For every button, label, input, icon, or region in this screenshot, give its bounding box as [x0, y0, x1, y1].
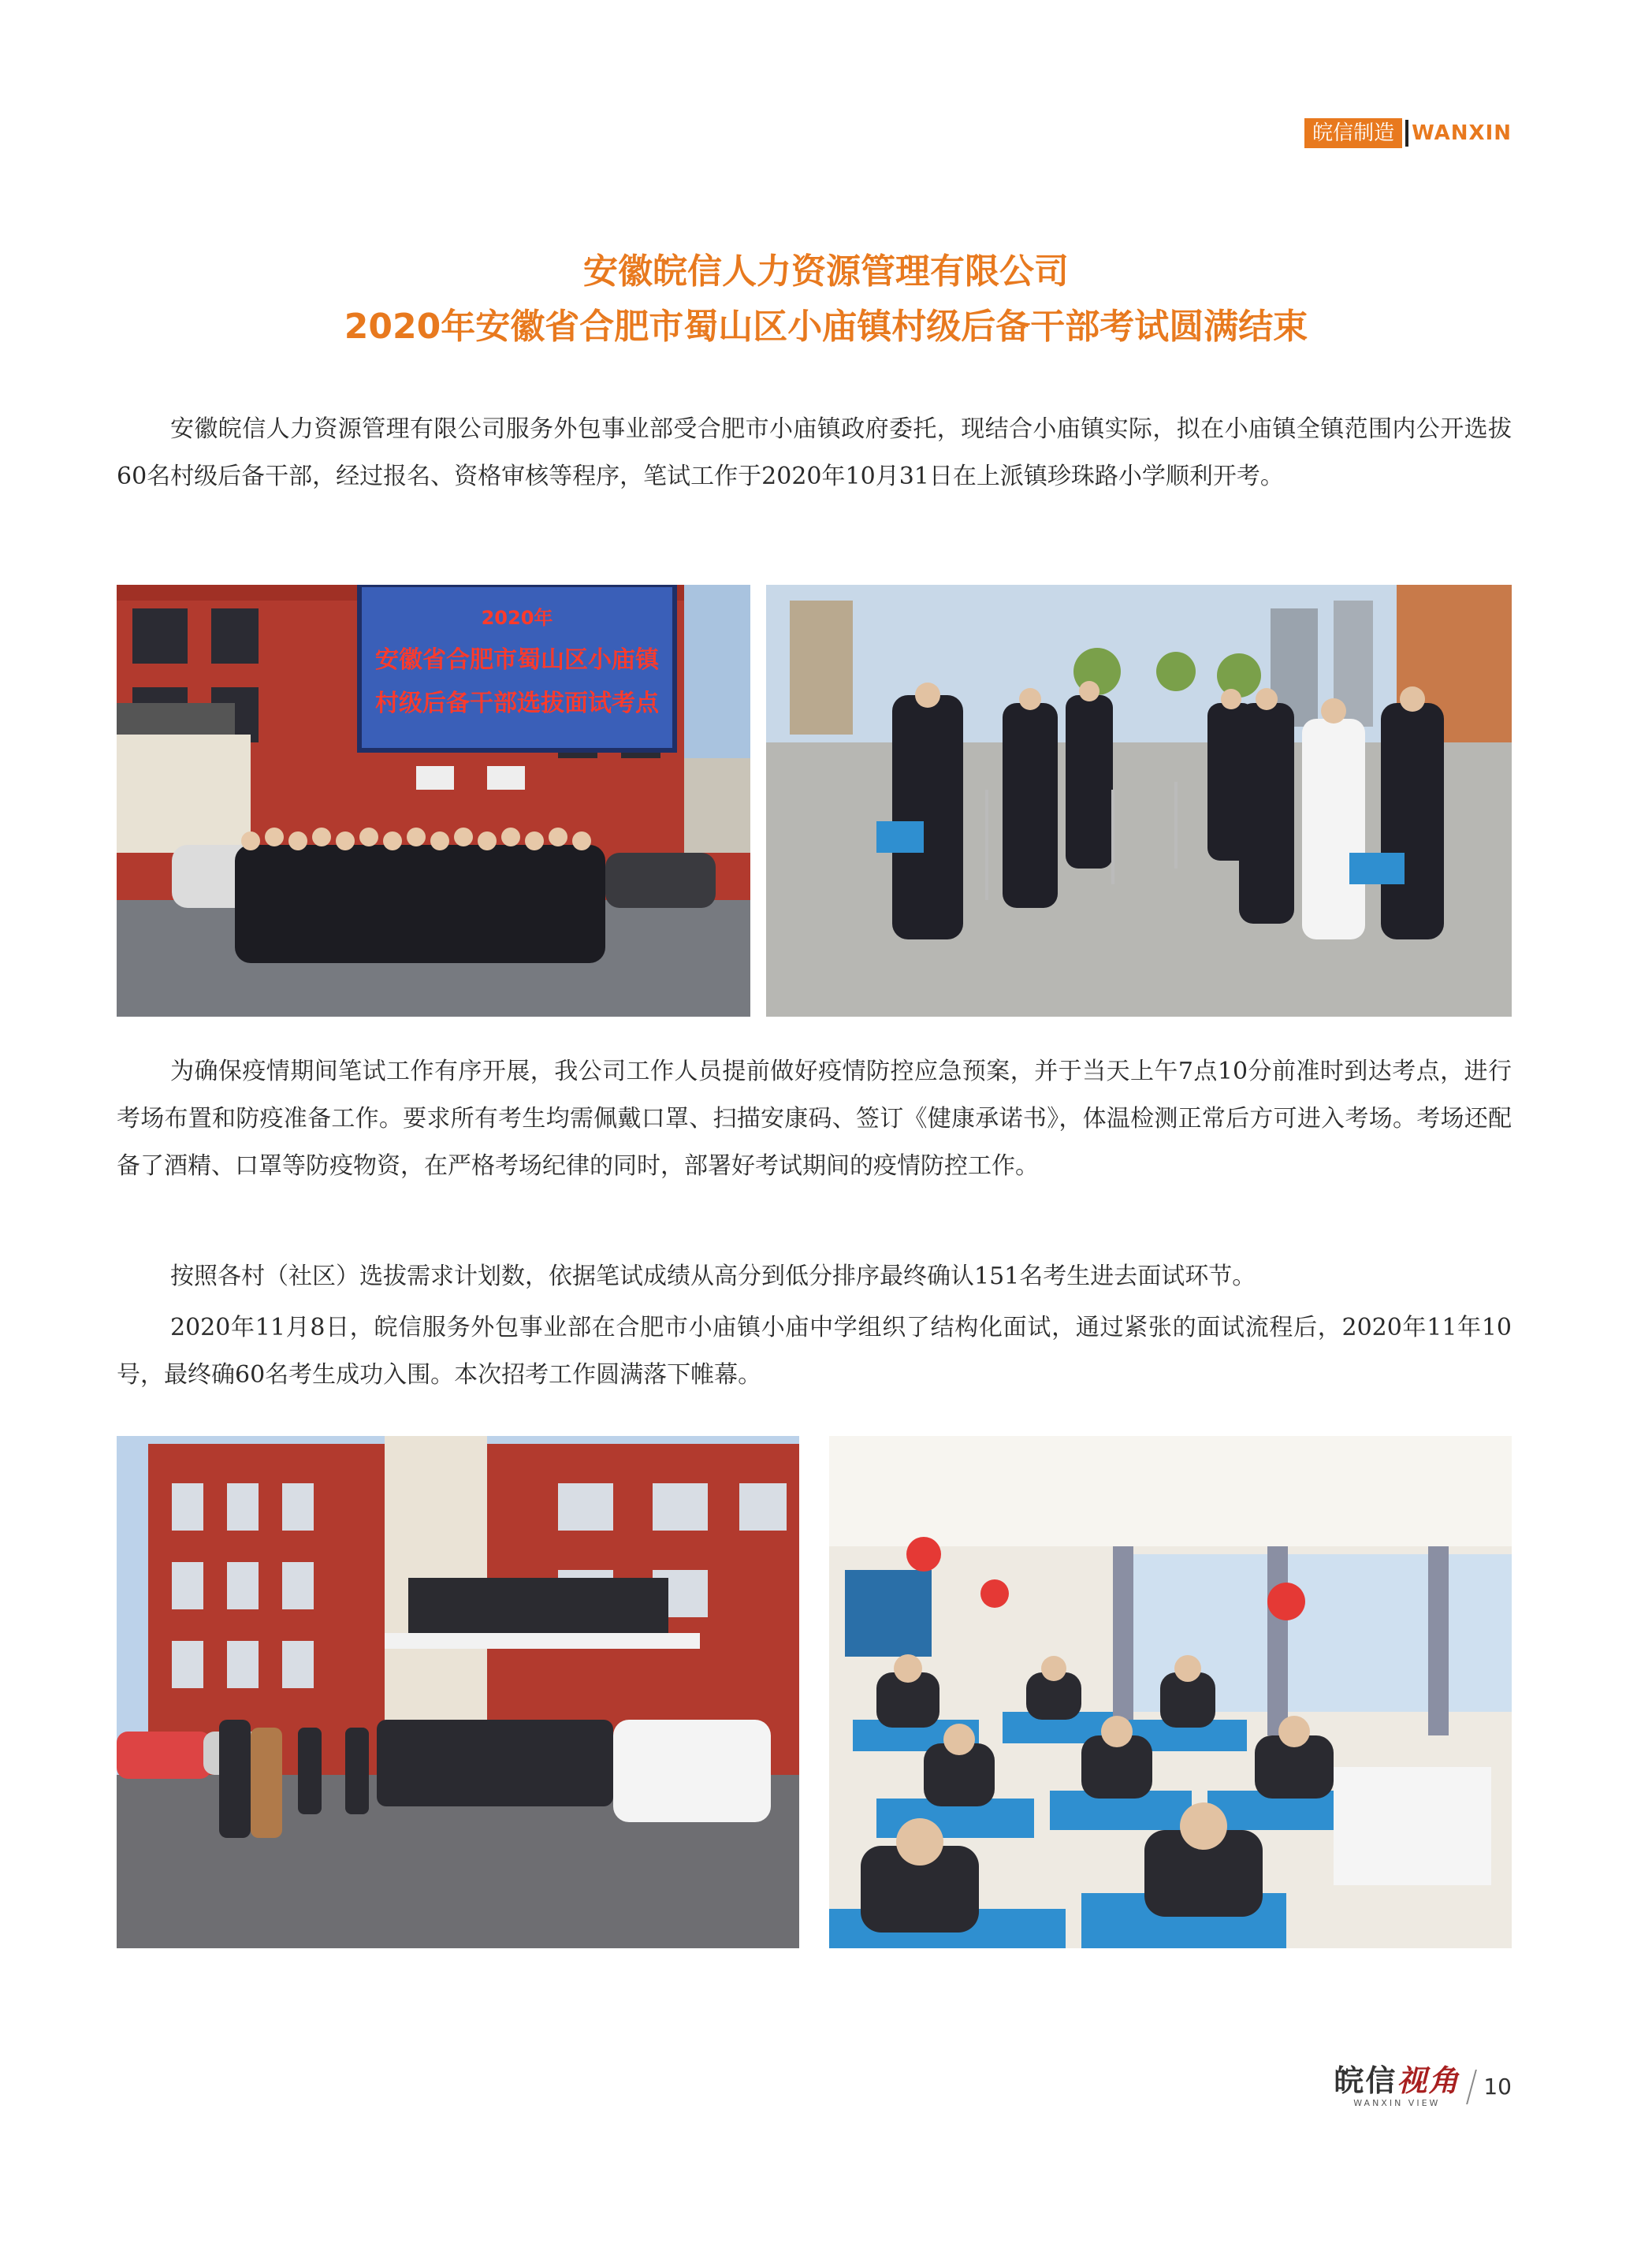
- paragraph-epidemic-prevention: 为确保疫情期间笔试工作有序开展，我公司工作人员提前做好疫情防控应急预案，并于当天上午7点10分前准时到达考点，进行考场布置和防疫准备工作。要求所有考生均需佩戴口罩、扫描安康码、签订《健康承诺书》，体温检测正常后方可进入考场。考场还配备了酒精、口罩等防疫物资，在严格考场纪律的同时，部署好考试期间的疫情防控工作。: [117, 1058, 1512, 1180]
- article-title-line1: 安徽皖信人力资源管理有限公司: [583, 251, 1069, 292]
- article-title-line2: 2020年安徽省合肥市蜀山区小庙镇村级后备干部考试圆满结束: [344, 307, 1308, 347]
- paragraph-selection: 按照各村（社区）选拔需求计划数，依据笔试成绩从高分到低分排序最终确认151名考生进去面试环节。: [170, 1263, 1256, 1290]
- paragraph-intro: 安徽皖信人力资源管理有限公司服务外包事业部受合肥市小庙镇政府委托，现结合小庙镇实际，拟在小庙镇全镇范围内公开选拔60名村级后备干部，经过报名、资格审核等程序，笔试工作于2020年10月31日在上派镇珍珠路小学顺利开考。: [117, 415, 1512, 490]
- footer-divider: [1466, 2070, 1477, 2104]
- photo-entrance-checkpoint: [766, 585, 1512, 1017]
- page-number: 10: [1483, 2074, 1512, 2100]
- banner-line2: 安徽省合肥市蜀山区小庙镇: [375, 646, 659, 674]
- photo-classroom-exam: [829, 1436, 1512, 1948]
- magazine-logo-sub: WANXIN VIEW: [1353, 2098, 1441, 2108]
- section-tag: [1304, 118, 1512, 148]
- banner-line1: 2020年: [481, 607, 553, 629]
- section-tag-en: WANXIN: [1412, 121, 1512, 145]
- magazine-logo-b: 视角: [1397, 2063, 1460, 2098]
- article-title: [0, 244, 1652, 355]
- magazine-logo-a: 皖信: [1334, 2063, 1397, 2098]
- paragraph-interview: 2020年11月8日，皖信服务外包事业部在合肥市小庙镇小庙中学组织了结构化面试，通过紧张的面试流程后，2020年11年10号，最终确60名考生成功入围。本次招考工作圆满落下帷幕。: [117, 1314, 1512, 1389]
- photo-interview-queue: [117, 1436, 799, 1948]
- banner-line3: 村级后备干部选拔面试考点: [375, 690, 659, 717]
- section-tag-cn: 皖信制造: [1304, 118, 1402, 148]
- magazine-logo: [1334, 2065, 1460, 2108]
- page-footer: [1334, 2065, 1512, 2108]
- photo-exam-site-staff: [117, 585, 750, 1017]
- section-tag-divider: [1405, 120, 1408, 147]
